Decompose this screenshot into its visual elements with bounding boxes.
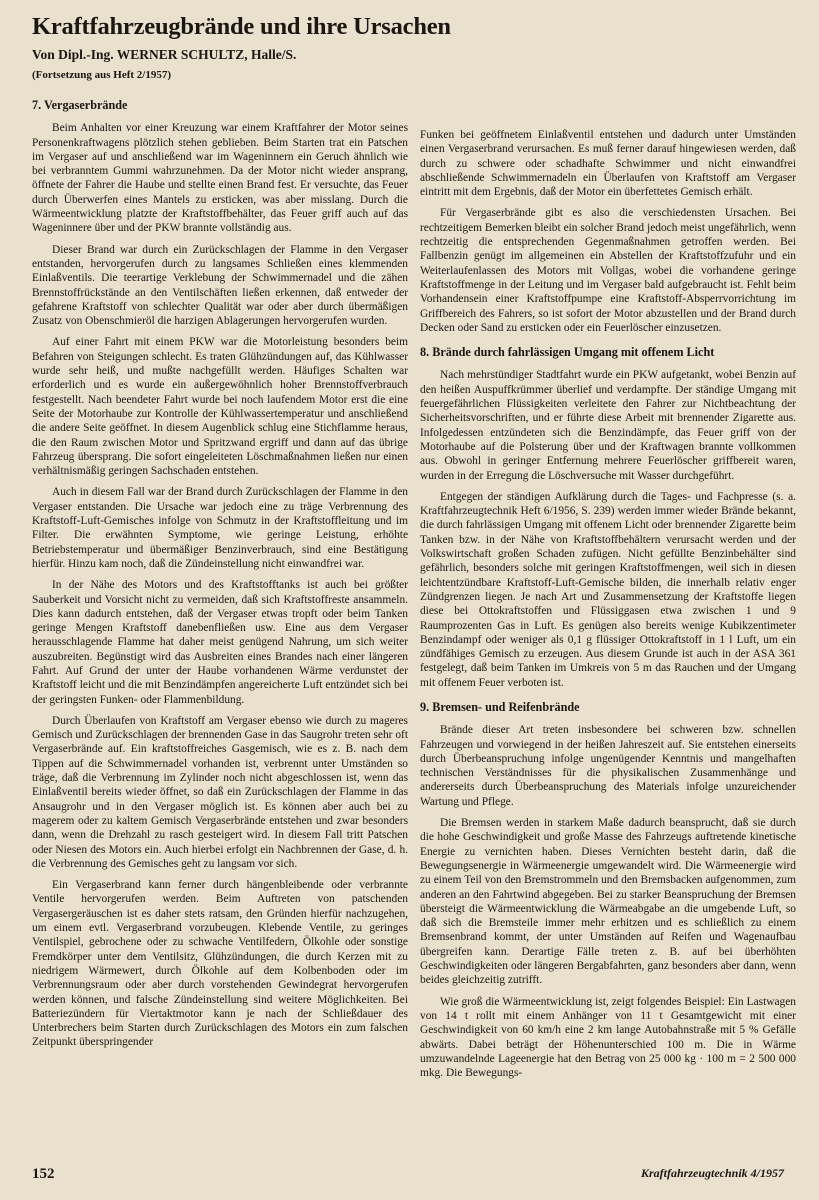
paragraph: Auch in diesem Fall war der Brand durch Zurückschlagen der Flamme in den Vergaser entstanden. Die Ursache war jedoch eine zu träge Verbrennung des Kraftstoff-Luft-Gemisches infolge von Schmutz in der Kraftstoffleitung und im Filter. Die erwähnten Symptome, wie geringe Leistung, erhöhte Betriebstemperatur und übermäßiger Benzinverbrauch, sind eine Bestätigung hierfür. Hinzu kam noch, daß die Zündeinstellung nicht einwandfrei war.	[32, 486, 408, 570]
article-author: Von Dipl.-Ing. WERNER SCHULTZ, Halle/S.	[32, 47, 297, 62]
paragraph: In der Nähe des Motors und des Kraftstofftanks ist auch bei größter Sauberkeit und Vorsicht nicht zu vermeiden, daß sich Kraftstoffreste ansammeln. Dies kann dadurch entstehen, daß der Vergaser etwas tropft oder beim Tanken geringe Mengen Kraftstoff danebenfließen usw. Eine aus dem Vergaser herausschlagende Flamme hat daher meist genügend Nahrung, um sich weiter auszubreiten. Begünstigt wird das Ausbreiten eines Brandes nach einer längeren Fahrt. Auf Grund der unter der Haube vorhandenen Wärme verdunstet der Kraftstoff leicht und die mit Benzindämpfen angereicherte Luft entzündet sich bei der geringsten Funken- oder Flammenbildung.	[32, 579, 408, 706]
paragraph: Funken bei geöffnetem Einlaßventil entstehen und dadurch unter Umständen einen Vergaserbrand verursachen. Es muß ferner darauf hingewiesen werden, daß durch zu schwere oder schadhafte Schwimmer und nicht einwandfrei abschließende Schwimmernadeln ein Überlaufen von Kraftstoff am Vergaser eintritt mit dem Ergebnis, daß der Motor ein überfettetes Gemisch erhält.	[420, 129, 796, 199]
paragraph: Brände dieser Art treten insbesondere bei schweren bzw. schnellen Fahrzeugen und vorwiegend in der heißen Jahreszeit auf. Sie entstehen einerseits durch Überbeanspruchung infolge ungenügender Kenntnis und mangelhaften technischen Verständnisses für die physikalischen Zusammenhänge und andererseits durch Überbeanspruchung des Materials infolge unzureichender Wartung und Pflege.	[420, 724, 796, 808]
paragraph: Entgegen der ständigen Aufklärung durch die Tages- und Fachpresse (s. a. Kraftfahrzeugtechnik Heft 6/1956, S. 239) werden immer wieder Brände bekannt, die durch fahrlässigen Umgang mit offenem Licht oder brennender Zigarette beim Tanken bzw. in der Nähe von Kraftstoffbehältern verursacht werden und der Volkswirtschaft großen Schaden zufügen. Nicht gefüllte Benzinbehälter sind gefährlich, besonders solche mit geringen Kraftstoffmengen, weil sich in diesen leichtentzündbare Kraftstoff-Luft-Gemische bilden, die innerhalb relativ enger Zündgrenzen liegen. Je nach Art und Zusammensetzung der Kraftstoffe liegen diese bei Ottokraftstoffen und Flüssiggasen etwa zwischen 1 und 9 Raumprozenten Gas in Luft. Es genügen also bereits wenige Kubikzentimeter Benzindampf oder weniger als 0,1 g flüssiger Ottokraftstoff in 1 l Luft, um ein zündfähiges Gemisch zu erzeugen. Aus diesem Grunde ist auch in der ASA 361 festgelegt, daß beim Tanken im Umkreis von 5 m das Rauchen und der Umgang mit offenem Feuer verboten ist.	[420, 490, 796, 689]
paragraph: Nach mehrstündiger Stadtfahrt wurde ein PKW aufgetankt, wobei Benzin auf den heißen Auspuffkrümmer überlief und verdampfte. Der ständige Umgang mit feuergefährlichen Flüssigkeiten verleitete den Fahrer zur Nichtbeachtung der Sicherheitsvorschriften, und er führte diese Arbeit mit brennender Zigarette aus. Infolgedessen entzündeten sich die Benzindämpfe, das Feuer griff von der Motorhaube auf die Polsterung über und der Kraftwagen brannte vollkommen aus. Obwohl in geringer Entfernung mehrere Feuerlöscher griffbereit waren, wurden in der Erregung die Löschversuche mit Wasser durchgeführt.	[420, 369, 796, 482]
journal-footer: Kraftfahrzeugtechnik 4/1957	[640, 1166, 784, 1180]
section-heading-7: 7. Vergaserbrände	[32, 98, 128, 112]
paragraph: Wie groß die Wärmeentwicklung ist, zeigt folgendes Beispiel: Ein Lastwagen von 14 t rollt mit einem Anhänger von 11 t Gesamtgewicht mit einer Geschwindigkeit von 60 km/h eine 2 km lange Autobahnstraße mit 5 % Gefälle abwärts. Dabei beträgt der Höhenunterschied 100 m. Die in Wärme umzuwandelnde Lageenergie hat den Betrag von 25 000 kg · 100 m = 2 500 000 mkg. Die Bewegungs-	[420, 995, 796, 1080]
paragraph: Beim Anhalten vor einer Kreuzung war einem Kraftfahrer der Motor seines Personenkraftwagens plötzlich stehen geblieben. Beim Starten trat ein Patschen im Vergaser auf und anschließend war im Wageninnern ein Geruch ähnlich wie bei verbranntem Gummi wahrzunehmen. Da der Motor nicht wieder ansprang, öffnete der Fahrer die Haube und stellte einen Brand fest. Er versuchte, das Feuer durch Überwerfen eines Mantels zu ersticken, was aber misslang. Durch die Wärmeentwicklung platzte der Kraftstoffbehälter, das Feuer griff auch auf das Wageninnere über und der PKW brannte vollständig aus.	[32, 122, 408, 235]
paragraph: Die Bremsen werden in starkem Maße dadurch beansprucht, daß sie durch die hohe Geschwindigkeit und große Masse des Fahrzeugs auftretende kinetische Energie zu vernichten haben. Dieses Vernichten besteht darin, daß die Bewegungsenergie in Wärmeenergie umgewandelt wird. Die Wärmeenergie wird zu einem Teil von den Bremstrommeln und den Bremsbacken aufgenommen, zum anderen an den Fahrtwind abgegeben. Bei zu starker Beanspruchung der Bremsen übersteigt die Wärmeentwicklung die Wärmeabgabe an die umgebende Luft, so daß sich die Bremsteile immer mehr erhitzen und es schließlich zu einem Bremsenbrand kommt, der unter Umständen auf Reifen und Wagenaufbau übergreifen kann. Derartige Fälle treten z. B. auf bei überhöhten Geschwindigkeiten oder längeren Bergabfahrten, ganz besonders aber dann, wenn beides gleichzeitig zutrifft.	[420, 817, 796, 987]
section-heading-9: 9. Bremsen- und Reifenbrände	[420, 699, 580, 714]
article-title: Kraftfahrzeugbrände und ihre Ursachen	[32, 13, 451, 40]
paragraph: Dieser Brand war durch ein Zurückschlagen der Flamme in den Vergaser entstanden, hervorgerufen durch zu langsames Schließen eines klemmenden Einlaßventils. Die teerartige Verklebung der Schwimmernadel und die zähen Brennstoffrückstände an den Ventilschäften ließen erkennen, daß entweder der gefahrene Kraftstoff von schlechter Qualität war oder aber durch übermäßigen Zusatz von Obenschmieröl die harzigen Ablagerungen hervorgerufen wurden.	[32, 243, 408, 328]
paragraph: Ein Vergaserbrand kann ferner durch hängenbleibende oder verbrannte Ventile hervorgerufen werden. Beim Auftreten von patschenden Vergasergeräuschen ist es daher stets ratsam, den Gründen hierfür nachzugehen, um einem evtl. Vergaserbrand vorzubeugen. Klebende Ventile, zu geringes Ventilspiel, gebrochene oder zu schwache Ventilfedern, Ölkohle oder sonstige Fremdkörper unter dem Ventilsitz, Glühzündungen, die durch Kerzen mit zu niedrigem Wärmewert, durch Ölkohle auf dem Kolbenboden oder im Verbrennungsraum oder aber durch vorstehenden Gewindegrat hervorgerufen werden können, und falsche Zündeinstellung sind weitere Möglichkeiten. Bei Batteriezündern für Viertaktmotor kann je nach der Schließdauer des Unterbrechers beim Starten durch Zurückschlagen des Motors ein zum falschen Zeitpunkt überspringender	[32, 879, 408, 1049]
left-column	[32, 98, 408, 1057]
paragraph: Für Vergaserbrände gibt es also die verschiedensten Ursachen. Bei rechtzeitigem Bemerken bleibt ein solcher Brand jedoch meist ungefährlich, wenn rechtzeitig die entsprechenden Gegenmaßnahmen getroffen werden. Bei Fallbenzin genügt im allgemeinen ein Abstellen der Kraftstoffzufuhr und ein Weiterlaufenlassen des Motors mit Vollgas, wobei die vorhandene geringe Kraftstoffmenge in der Leitung und im Vergaser bald aufgebraucht ist. Fehlt beim Vorhandensein einer Kraftstoffpumpe eine Kraftstoff-Absperrvorrichtung im Griffbereich des Fahrers, so ist sofort der Motor abzustellen und der Brand durch Decken oder Sand zu ersticken oder ein Feuerlöscher einzusetzen.	[420, 207, 796, 334]
right-column	[420, 128, 796, 1087]
continuation-note: (Fortsetzung aus Heft 2/1957)	[32, 69, 172, 81]
section-heading-8: 8. Brände durch fahrlässigen Umgang mit offenem Licht	[420, 345, 715, 360]
page-number: 152	[32, 1166, 55, 1182]
paragraph: Auf einer Fahrt mit einem PKW war die Motorleistung besonders beim Befahren von Steigungen schlecht. Es traten Glühzündungen auf, das Kühlwasser wurde sehr heiß, und mußte nachgefüllt werden. Häufiges Schalten war erforderlich und es wurde ein außergewöhnlich hoher Brennstoffverbrauch festgestellt. Nach beendeter Fahrt wurde bei noch laufendem Motor erst die eine Seite der Motorhaube zur Kontrolle der Kühlwassertemperatur und anschließend die andere Seite geöffnet. In diesem Augenblick schlug eine Stichflamme heraus, die den Raum zwischen Motor und Spritzwand ergriff und dann auf das übrige Fahrzeug übersprang. Die sofort eingeleiteten Löschmaßnahmen ließen nur einen verhältnismäßig geringen Sachschaden entstehen.	[32, 336, 408, 478]
paragraph: Durch Überlaufen von Kraftstoff am Vergaser ebenso wie durch zu mageres Gemisch und Zurückschlagen der brennenden Gase in das Saugrohr treten sehr oft Vergaserbrände auf. Ein kraftstoffreiches Gasgemisch, wie es z. B. nach dem Tippen auf die Schwimmernadel vorhanden ist, verbrennt unter Umständen so träge, daß die Verbrennung im Zylinder noch nicht abgeschlossen ist, wenn das Einlaßventil bereits wieder öffnet, so daß ein Zurückschlagen der Flamme in das Ansaugrohr und in den Vergaser möglich ist. Es können aber auch bei zu magerem oder zu kaltem Gemisch Vergaserbrände entstehen und zwar besonders dann, wenn die Drehzahl zu rasch gesteigert wird. In diesem Fall tritt Patschen oder Niesen des Motors ein. Auch hierbei erfolgt ein Nachbrennen der Gase, d. h. die Verbrennung des Gemisches geht zu langsam vor sich.	[32, 714, 408, 870]
